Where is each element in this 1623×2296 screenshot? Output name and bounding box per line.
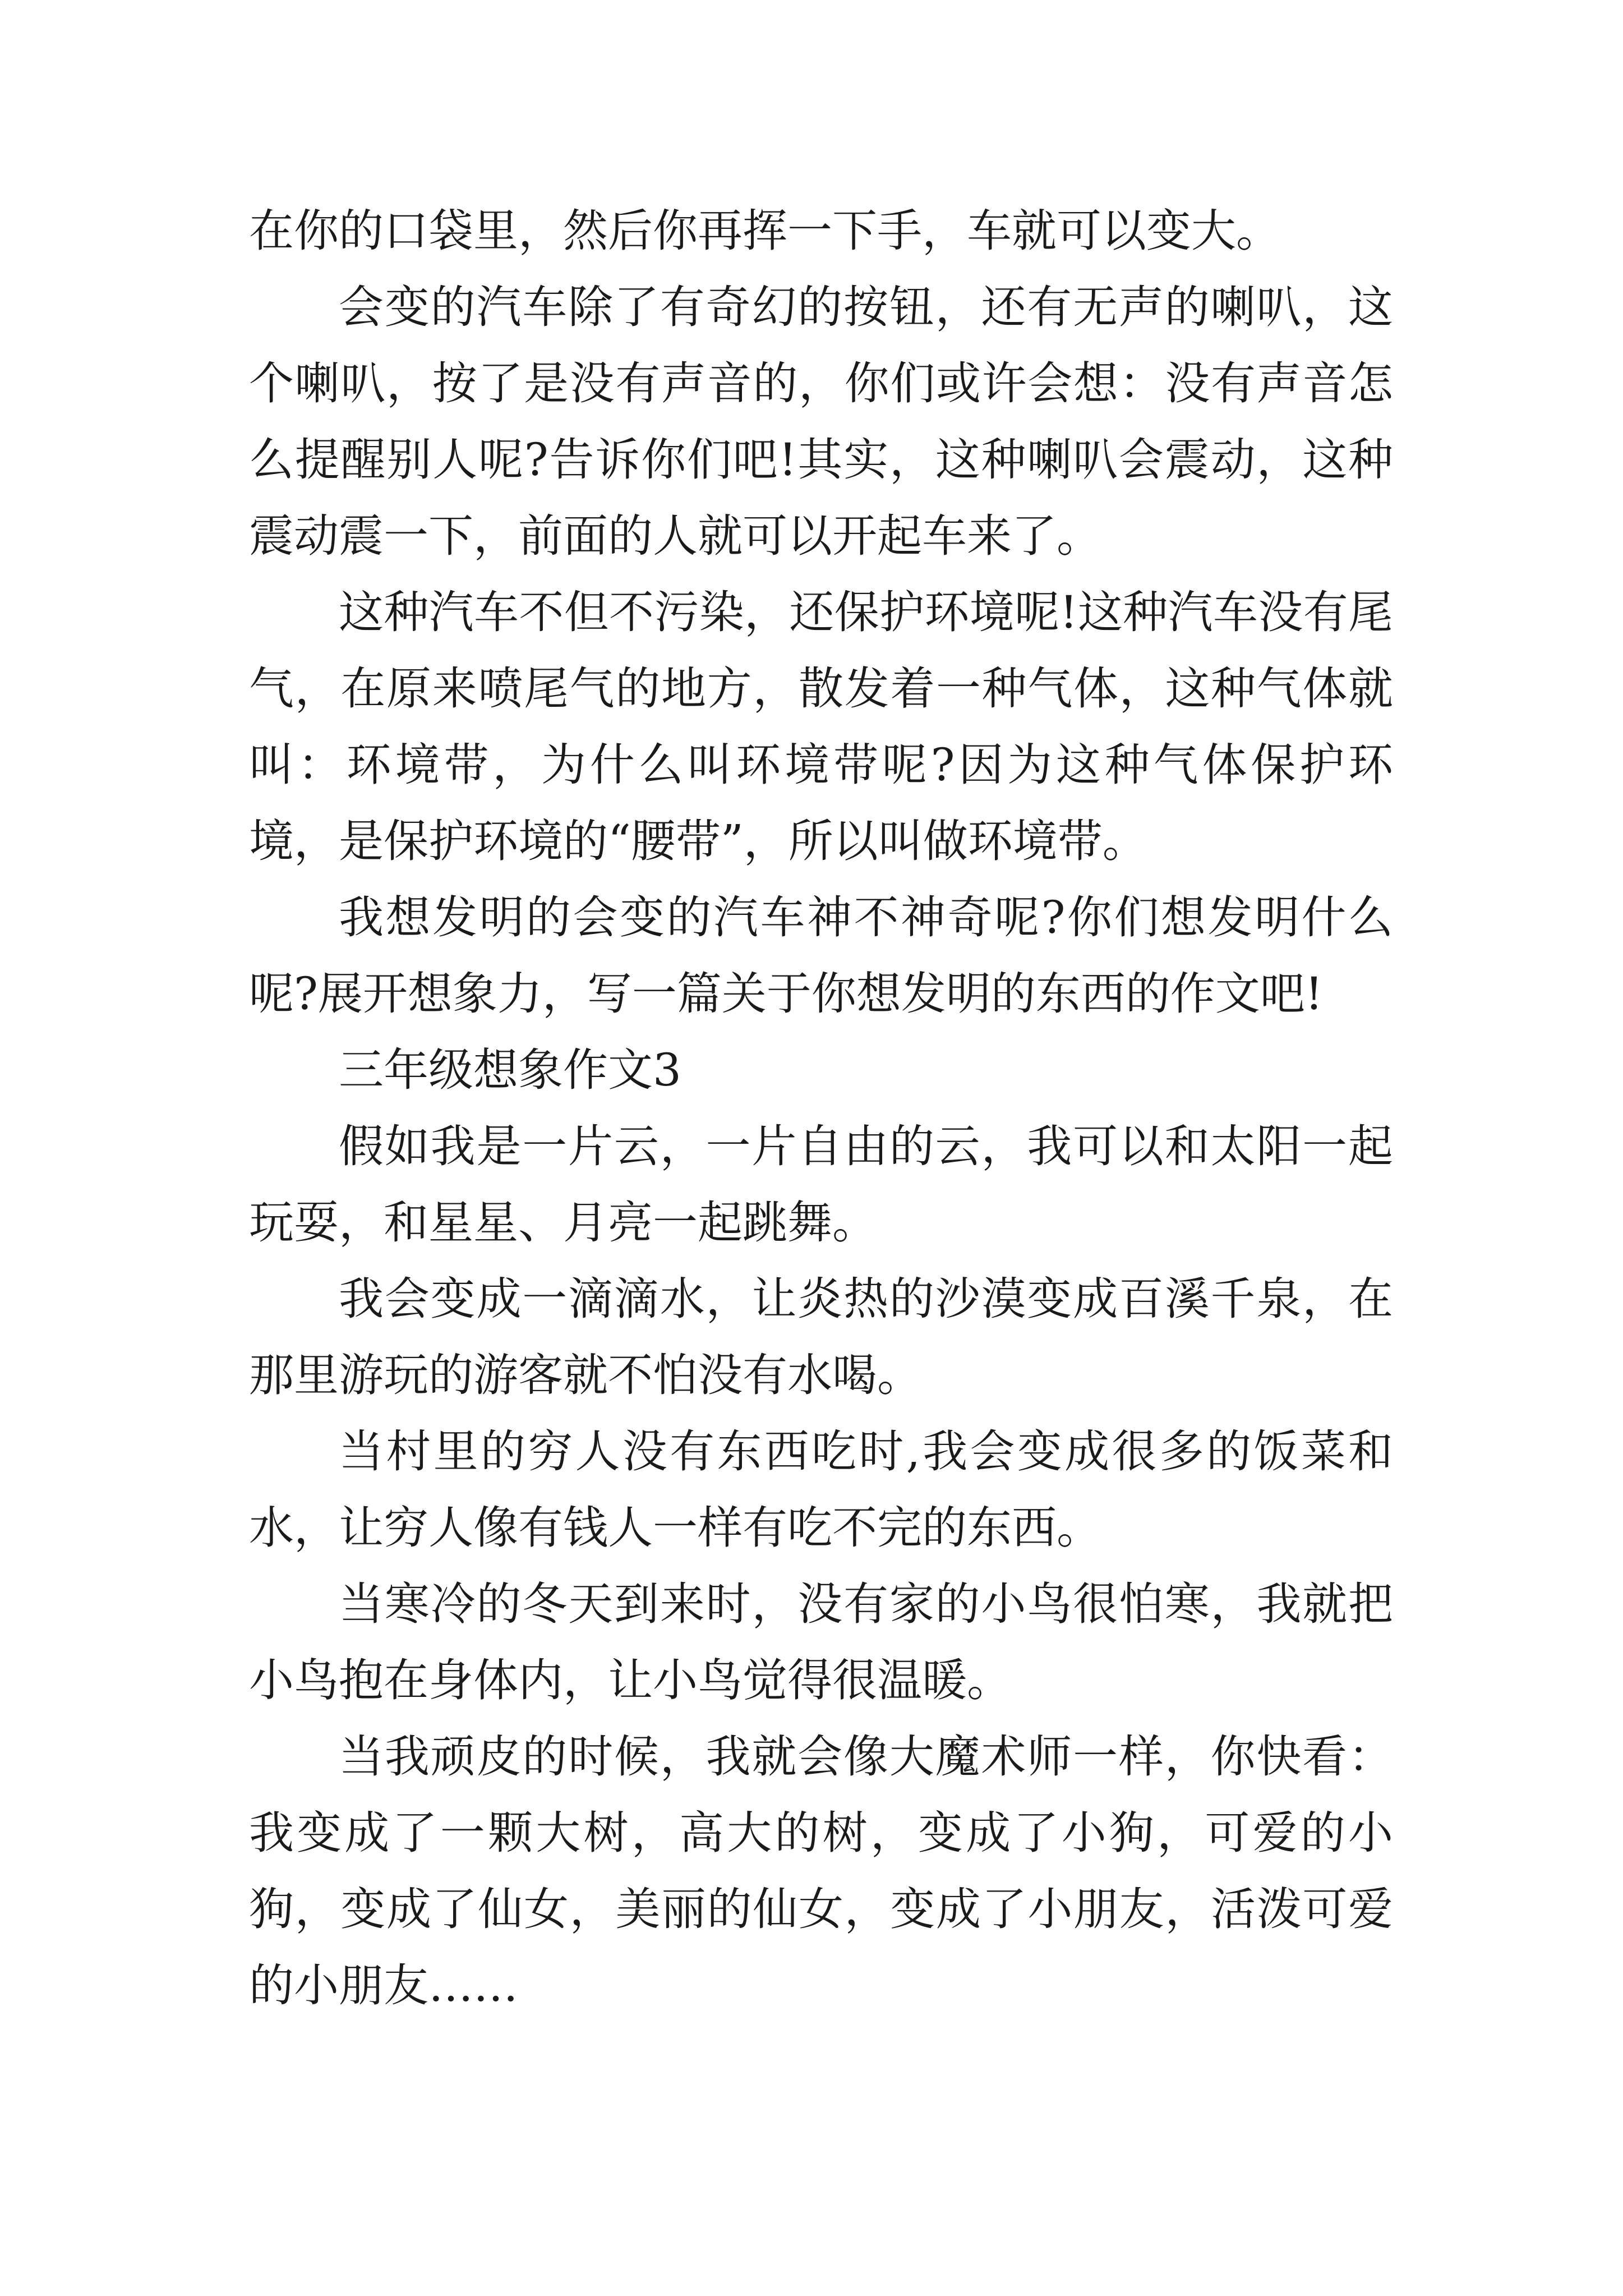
paragraph-birds: 当寒冷的冬天到来时，没有家的小鸟很怕寒，我就把小鸟抱在身体内，让小鸟觉得很温暖。 <box>249 1578 1393 1706</box>
paragraph-invention-question: 我想发明的会变的汽车神不神奇呢?你们想发明什么呢?展开想象力，写一篇关于你想发明的东西的作文吧! <box>249 891 1393 1020</box>
paragraph-continuation: 在你的口袋里，然后你再挥一下手，车就可以变大。 <box>249 205 1281 257</box>
essay-body <box>249 193 1393 2024</box>
paragraph-magic: 当我顽皮的时候，我就会像大魔术师一样，你快看：我变成了一颗大树，高大的树，变成了小狗，可爱的小狗，变成了仙女，美丽的仙女，变成了小朋友，活泼可爱的小朋友…… <box>249 1731 1393 2012</box>
paragraph-cloud: 假如我是一片云，一片自由的云，我可以和太阳一起玩耍，和星星、月亮一起跳舞。 <box>249 1120 1393 1249</box>
paragraph-horn: 会变的汽车除了有奇幻的按钮，还有无声的喇叭，这个喇叭，按了是没有声音的，你们或许会想：没有声音怎么提醒别人呢?告诉你们吧!其实，这种喇叭会震动，这种震动震一下，前面的人就可以开起车来了。 <box>249 281 1393 562</box>
paragraph-food: 当村里的穷人没有东西吃时,我会变成很多的饭菜和水，让穷人像有钱人一样有吃不完的东西。 <box>249 1425 1393 1554</box>
paragraph-environment: 这种汽车不但不污染，还保护环境呢!这种汽车没有尾气，在原来喷尾气的地方，散发着一种气体，这种气体就叫：环境带，为什么叫环境带呢?因为这种气体保护环境，是保护环境的“腰带”，所以叫做环境带。 <box>249 586 1393 867</box>
essay-heading-3: 三年级想象作文3 <box>339 1044 681 1096</box>
paragraph-water: 我会变成一滴滴水，让炎热的沙漠变成百溪千泉，在那里游玩的游客就不怕没有水喝。 <box>249 1273 1393 1401</box>
